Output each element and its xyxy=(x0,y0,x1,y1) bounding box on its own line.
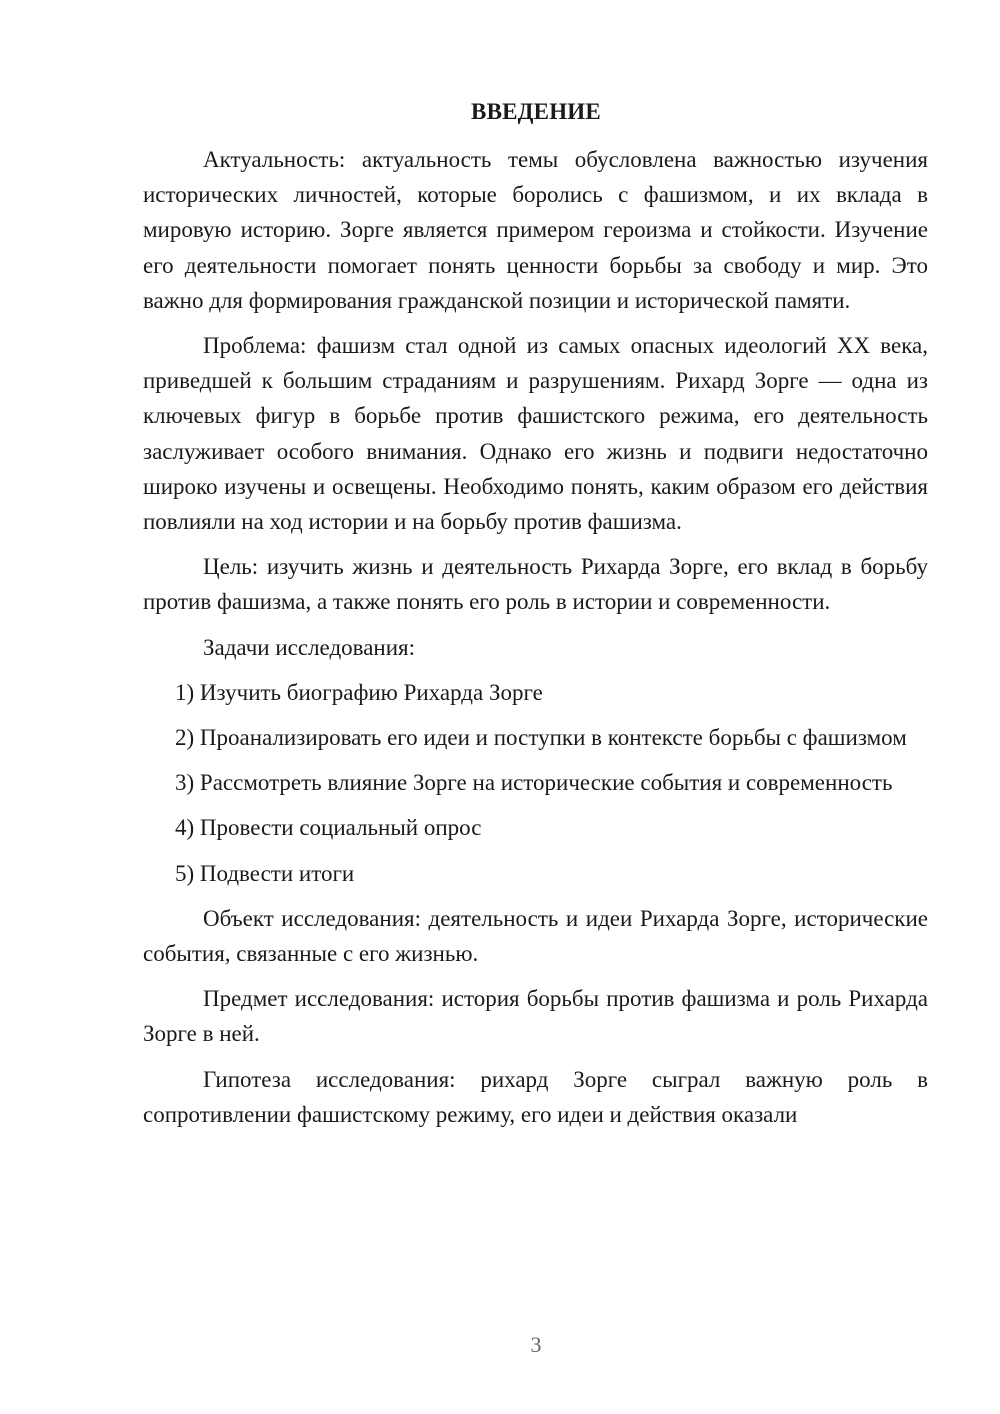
paragraph-tasks-heading: Задачи исследования: xyxy=(203,634,416,660)
page-number: 3 xyxy=(530,1332,542,1357)
task-item-3: 3) Рассмотреть влияние Зорге на исторические события и современность xyxy=(175,770,893,796)
body-text xyxy=(143,142,928,1142)
task-item-1: 1) Изучить биографию Рихарда Зорге xyxy=(175,679,543,705)
paragraph-relevance: Актуальность: актуальность темы обусловлена важностью изучения исторических личностей, которые боролись с фашизмом, и их вклада в мировую историю. Зорге является примером героизма и стойкости. Изучение его деятельности помогает понять ценности борьбы за свободу и мир. Это важно для формирования гражданской позиции и исторической памяти. xyxy=(143,147,928,313)
paragraph-hypothesis: Гипотеза исследования: рихард Зорге сыграл важную роль в сопротивлении фашистскому режиму, его идеи и действия оказали xyxy=(143,1066,928,1127)
paragraph-object: Объект исследования: деятельность и идеи Рихарда Зорге, исторические события, связанные с его жизнью. xyxy=(143,905,928,967)
paragraph-goal: Цель: изучить жизнь и деятельность Рихарда Зорге, его вклад в борьбу против фашизма, а также понять его роль в истории и современности. xyxy=(143,554,928,615)
task-item-4: 4) Провести социальный опрос xyxy=(175,815,482,841)
section-heading: ВВЕДЕНИЕ xyxy=(471,99,601,124)
paragraph-problem: Проблема: фашизм стал одной из самых опасных идеологий XX века, приведшей к большим страданиям и разрушениям. Рихард Зорге — одна из ключевых фигур в борьбе против фашистского режима, его деятельность заслуживает особого внимания. Однако его жизнь и подвиги недостаточно широко изучены и освещены. Необходимо понять, каким образом его действия повлияли на ход истории и на борьбу против фашизма. xyxy=(143,333,928,535)
task-item-2: 2) Проанализировать его идеи и поступки в контексте борьбы с фашизмом xyxy=(175,725,907,751)
task-item-5: 5) Подвести итоги xyxy=(175,860,355,886)
paragraph-subject: Предмет исследования: история борьбы против фашизма и роль Рихарда Зорге в ней. xyxy=(143,986,928,1047)
